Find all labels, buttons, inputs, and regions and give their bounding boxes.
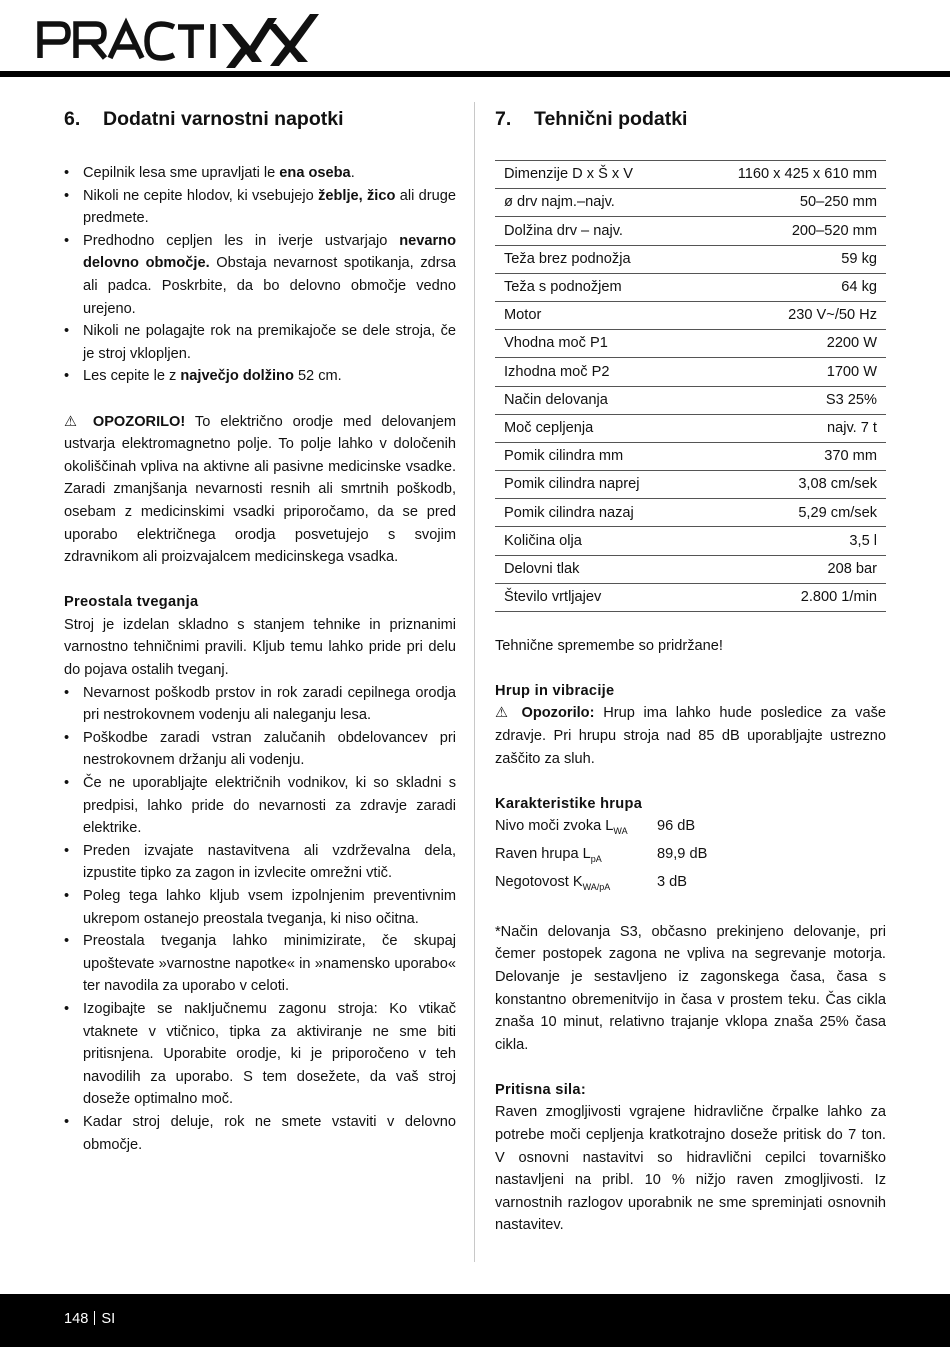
technical-data-table	[495, 160, 886, 612]
spec-value: S3 25%	[688, 386, 886, 414]
noise-row	[495, 843, 886, 871]
page-indicator	[64, 1308, 115, 1330]
noise-label-text: Nivo moči zvoka L	[495, 818, 614, 835]
list-item: • Nevarnost poškodb prstov in rok zaradi cepilnega orodja pri nestrokovnem vodenju ali naleganju lesa.	[64, 682, 456, 727]
spec-value: 370 mm	[688, 442, 886, 470]
residual-risks-intro: Stroj je izdelan skladno s stanjem tehnike in priznanimi varnostno tehničnimi pravili. Kljub temu lahko pride pri delu do pojava ostalih tveganj.	[64, 616, 456, 679]
spec-value: 1700 W	[688, 358, 886, 386]
spec-value: 2200 W	[688, 330, 886, 358]
bullet-emphasis: največjo dolžino	[180, 368, 294, 385]
list-item	[64, 230, 456, 320]
section-number: 6.	[64, 108, 81, 130]
bullet-emphasis: žeblje, žico	[318, 187, 396, 204]
spec-value: 230 V~/50 Hz	[688, 301, 886, 329]
bullet-text: Les cepite le z	[83, 368, 181, 385]
em-field-warning	[64, 411, 456, 569]
noise-label-text: Negotovost K	[495, 873, 583, 890]
warning-triangle-icon: ⚠	[64, 413, 83, 430]
spec-value: 3,08 cm/sek	[688, 471, 886, 499]
noise-vibration-title: Hrup in vibracije	[495, 682, 615, 699]
noise-subscript: WA	[613, 826, 628, 837]
spec-label: Dimenzije D x Š x V	[495, 161, 688, 189]
bullet-text: Obstaja nevarnost spotikanja, zdrsa ali padca. Poskrbite, da bo delovno območje vedno urejeno.	[83, 255, 456, 317]
residual-risks-title: Preostala tveganja	[64, 594, 199, 611]
spec-label: Teža brez podnožja	[495, 245, 688, 273]
table-row	[495, 471, 886, 499]
list-item: • Preden izvajate nastavitvena ali vzdrževalna dela, izpustite tipko za zagon in izvlecite omrežni vtič.	[64, 840, 456, 885]
table-row	[495, 583, 886, 611]
left-column	[64, 106, 456, 1156]
list-item: • Če ne uporabljajte električnih vodnikov, ki so skladni s predpisi, lahko pride do nevarnosti za zdravje zaradi elektrike.	[64, 772, 456, 840]
table-row	[495, 527, 886, 555]
spec-label: ø drv najm.–najv.	[495, 189, 688, 217]
spec-label: Pomik cilindra mm	[495, 442, 688, 470]
section-6-heading	[64, 106, 456, 132]
bullet-emphasis: ena oseba	[279, 165, 351, 181]
table-row	[495, 414, 886, 442]
warning-text: To električno orodje med delovanjem ustvarja elektromagnetno polje. To polje lahko v določenih okoliščinah vpliva na aktivne ali pasivne medicinske vsadke. Zaradi zmanjšanja nevarnosti resnih ali smrtnih poškodb, osebam z medicinskimi vsadki priporočamo, da se pred uporabo električnega orodja posvetujejo s svojim zdravnikom ali proizvajalcem medicinskega vsadka.	[64, 413, 456, 566]
spec-value: 64 kg	[688, 273, 886, 301]
list-item	[64, 162, 456, 185]
page-footer	[0, 1294, 950, 1347]
s3-duty-note: *Način delovanja S3, občasno prekinjeno delovanje, pri čemer postopek zagona ne vpliva na segrevanje motorja. Delovanje je sestavljeno iz zagonskega časa, časa s konstantno obremenitvijo in časa v prostem teku. Čas cikla znaša 10 minut, relativno trajanje vklopa znaša 25% časa cikla.	[495, 923, 886, 1053]
spec-label: Število vrtljajev	[495, 583, 688, 611]
spec-value: 208 bar	[688, 555, 886, 583]
spec-label: Količina olja	[495, 527, 688, 555]
table-row	[495, 358, 886, 386]
bullet-text: Nikoli ne cepite hlodov, ki vsebujejo	[83, 187, 319, 204]
table-row	[495, 386, 886, 414]
noise-label-text: Raven hrupa L	[495, 845, 591, 862]
table-row	[495, 217, 886, 245]
noise-characteristics-title: Karakteristike hrupa	[495, 795, 643, 812]
spec-label: Izhodna moč P2	[495, 358, 688, 386]
table-row	[495, 189, 886, 217]
spec-value: 1160 x 425 x 610 mm	[688, 161, 886, 189]
spec-label: Pomik cilindra nazaj	[495, 499, 688, 527]
section-7-heading	[495, 106, 886, 132]
noise-value: 3 dB	[657, 873, 688, 890]
bullet-text: Nikoli ne polagajte rok na premikajoče se dele stroja, če je stroj vklopljen.	[83, 323, 456, 362]
bullet-text: Predhodno cepljen les in iverje ustvarjajo	[83, 232, 400, 249]
right-column	[495, 106, 886, 1237]
table-row	[495, 330, 886, 358]
spec-value: 3,5 l	[688, 527, 886, 555]
list-item	[64, 365, 456, 388]
noise-label	[495, 871, 657, 899]
residual-risk-list	[64, 682, 456, 1156]
list-item: • Poškodbe zaradi vstran zalučanih obdelovancev pri nestrokovnem držanju ali vodenju.	[64, 727, 456, 772]
table-row	[495, 273, 886, 301]
bullet-text: ali druge predmete.	[83, 187, 456, 227]
noise-subscript: WA/pA	[582, 881, 611, 892]
bullet-emphasis: nevarno delovno območje.	[83, 232, 456, 272]
section-title: Dodatni varnostni napotki	[103, 108, 344, 130]
bullet-text: Cepilnik lesa sme upravljati le	[83, 165, 280, 181]
noise-row	[495, 815, 886, 843]
practixx-logo	[36, 10, 336, 70]
bullet-text: 52 cm.	[293, 368, 342, 385]
list-item: • Izogibajte se nakIjučnemu zagonu stroja: Ko vtikač vtaknete v vtičnico, tipka za aktiviranje ne sme biti pritisnjena. Uporabite orodje, ki je priporočeno v teh navodilih za uporabo. S tem dosežete, da vaš stroj doseže optimalno moč.	[64, 998, 456, 1111]
technical-changes-note: Tehnične spremembe so pridržane!	[495, 637, 723, 654]
noise-warning-label: Opozorilo:	[521, 705, 595, 722]
spec-value: 50–250 mm	[688, 189, 886, 217]
spec-value: najv. 7 t	[688, 414, 886, 442]
footer-separator	[94, 1311, 95, 1325]
list-item: • Preostala tveganja lahko minimizirate, če skupaj upoštevate »varnostne napotke« in »namensko uporabo« ter navodila za uporabo v celoti.	[64, 930, 456, 998]
noise-label	[495, 815, 657, 843]
noise-warning-text: Hrup ima lahko hude posledice za vaše zdravje. Pri hrupu stroja nad 85 dB uporabljajte ustrezno zaščito za sluh.	[495, 705, 886, 767]
noise-row	[495, 871, 886, 899]
list-item	[64, 320, 456, 365]
list-item: • Poleg tega lahko kljub vsem izpolnjenim preventivnim ukrepom ostanejo preostala tveganja, ki niso očitna.	[64, 885, 456, 930]
spec-label: Vhodna moč P1	[495, 330, 688, 358]
spec-label: Pomik cilindra naprej	[495, 471, 688, 499]
section-number: 7.	[495, 108, 512, 130]
spec-label: Motor	[495, 301, 688, 329]
spec-label: Teža s podnožjem	[495, 273, 688, 301]
warning-triangle-icon: ⚠	[495, 705, 513, 722]
noise-value: 96 dB	[657, 818, 696, 835]
safety-bullet-list	[64, 162, 456, 388]
page-number: 148	[64, 1311, 89, 1327]
column-divider	[474, 102, 475, 1262]
table-row	[495, 161, 886, 189]
noise-subscript: pA	[590, 853, 602, 864]
pressure-text: Raven zmogljivosti vgrajene hidravlične črpalke lahko za potrebe moči cepljenja kratkotrajno doseže pritisk do 7 ton. V osnovni nastavitvi so hidravlični cepilci tovarniško nastavljeni na pribl. 10 % nižjo raven zmogljivosti. Iz varnostnih razlogov uporabnik ne sme spreminjati osnovnih nastavitev.	[495, 1104, 886, 1234]
language-code: SI	[101, 1311, 116, 1327]
noise-values-list	[495, 815, 886, 898]
table-row	[495, 442, 886, 470]
table-row	[495, 499, 886, 527]
list-item: • Kadar stroj deluje, rok ne smete vstaviti v delovno območje.	[64, 1111, 456, 1156]
spec-value: 59 kg	[688, 245, 886, 273]
section-title: Tehnični podatki	[534, 108, 688, 130]
table-row	[495, 245, 886, 273]
header-rule	[0, 71, 950, 77]
table-row	[495, 555, 886, 583]
pressure-title: Pritisna sila:	[495, 1081, 586, 1098]
noise-warning	[495, 702, 886, 770]
spec-label: Delovni tlak	[495, 555, 688, 583]
warning-label: OPOZORILO!	[92, 413, 186, 430]
spec-label: Moč cepljenja	[495, 414, 688, 442]
spec-label: Dolžina drv – najv.	[495, 217, 688, 245]
spec-label: Način delovanja	[495, 386, 688, 414]
noise-label	[495, 843, 657, 871]
list-item	[64, 185, 456, 230]
spec-value: 200–520 mm	[688, 217, 886, 245]
bullet-text: .	[350, 165, 355, 181]
spec-value: 5,29 cm/sek	[688, 499, 886, 527]
noise-value: 89,9 dB	[657, 845, 708, 862]
spec-value: 2.800 1/min	[688, 583, 886, 611]
table-row	[495, 301, 886, 329]
